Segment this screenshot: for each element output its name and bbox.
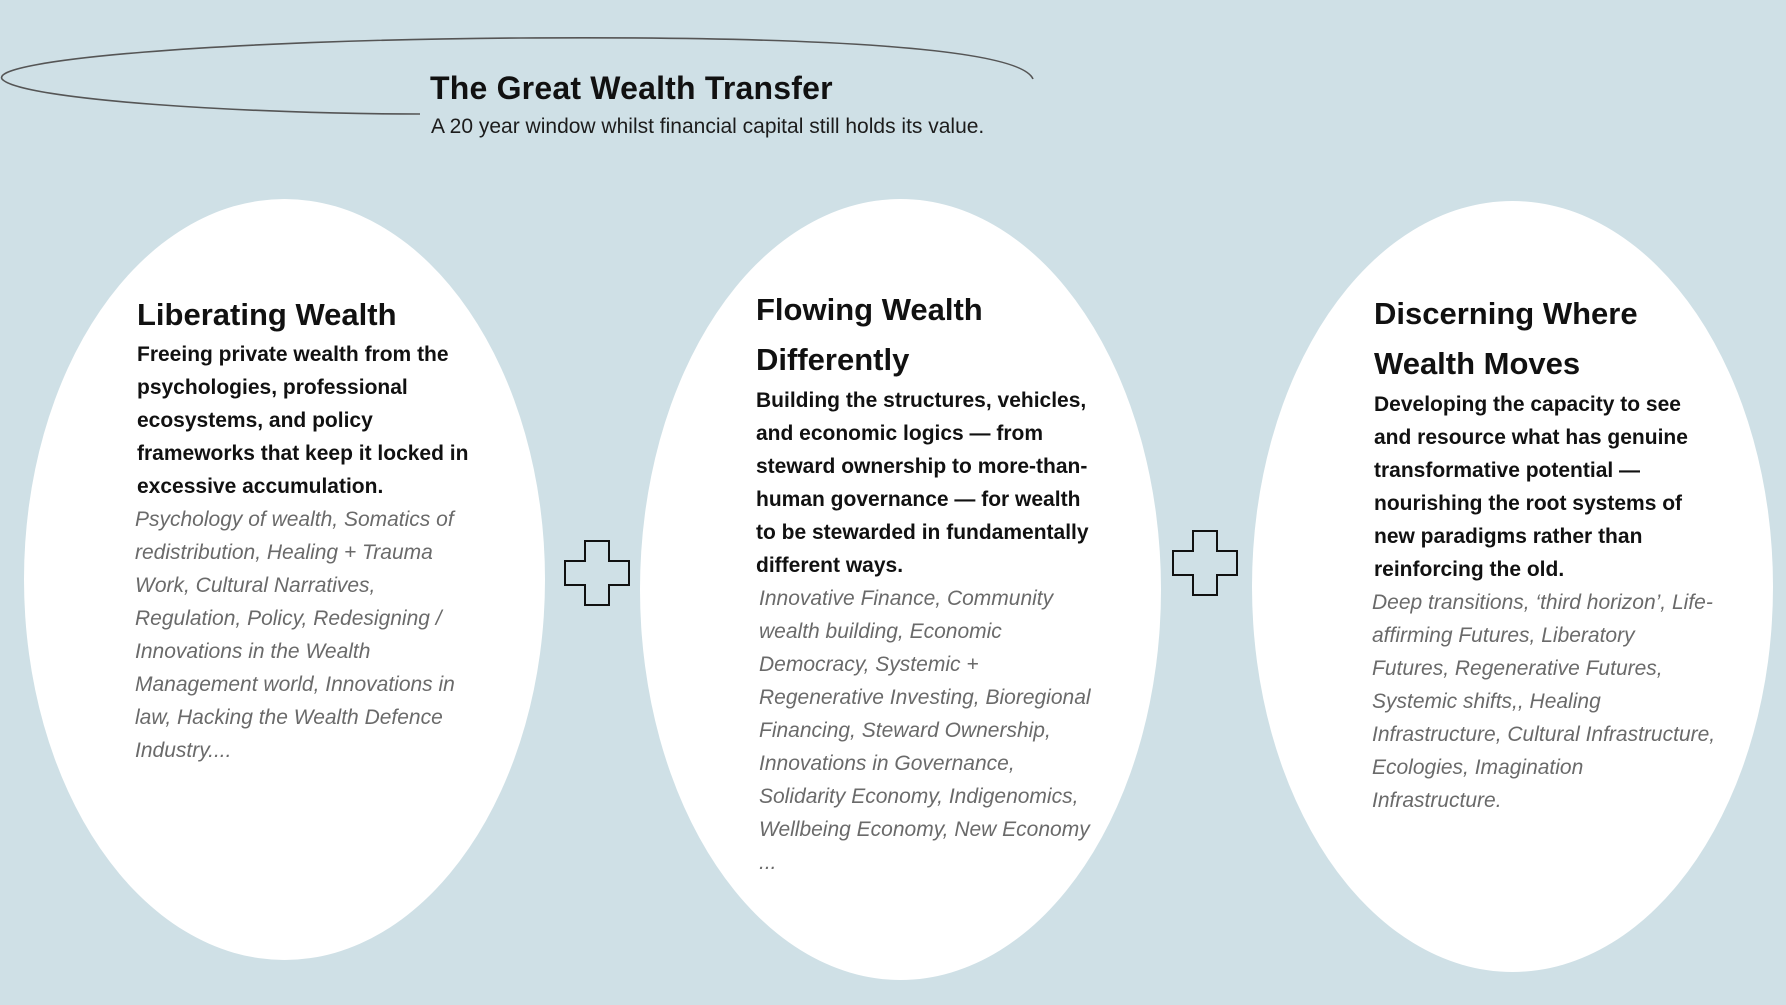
pillar-topics: Deep transitions, ‘third horizon’, Life-affirming Futures, Liberatory Futures, Regenerative Futures, Systemic shifts,, Healing Infrastructure, Cultural Infrastructure, Ecologies, Imagination Infrastructure. bbox=[1372, 591, 1716, 813]
pillar-title: Liberating Wealth bbox=[137, 297, 397, 332]
plus-icon bbox=[1170, 528, 1240, 598]
pillar-liberating-wealth bbox=[137, 290, 477, 767]
pillar-description: Freeing private wealth from the psychologies, professional ecosystems, and policy frameworks that keep it locked in excessive accumulation. bbox=[137, 342, 469, 498]
pillar-description: Building the structures, vehicles, and economic logics — from steward ownership to more-than-human governance — for wealth to be stewarded in fundamentally different ways. bbox=[756, 389, 1089, 578]
page-title: The Great Wealth Transfer bbox=[430, 70, 833, 106]
pillar-topics: Psychology of wealth, Somatics of redistribution, Healing + Trauma Work, Cultural Narratives, Regulation, Policy, Redesigning / Innovations in the Wealth Management world, Innovations in law, Hacking the Wealth Defence Industry.... bbox=[135, 507, 455, 762]
pillar-title: Flowing Wealth Differently bbox=[756, 292, 983, 377]
plus-icon bbox=[562, 538, 632, 608]
pillar-discerning-wealth bbox=[1374, 289, 1714, 817]
pillar-topics: Innovative Finance, Community wealth building, Economic Democracy, Systemic + Regenerative Investing, Bioregional Financing, Steward Ownership, Innovations in Governance, Solidarity Economy, Indigenomics, Wellbeing Economy, New Economy ... bbox=[759, 587, 1091, 875]
pillar-flowing-wealth bbox=[756, 285, 1101, 879]
pillar-title: Discerning Where Wealth Moves bbox=[1374, 296, 1638, 381]
pillar-description: Developing the capacity to see and resource what has genuine transformative potential — nourishing the root systems of new paradigms rather than reinforcing the old. bbox=[1374, 393, 1688, 582]
page-subtitle: A 20 year window whilst financial capital still holds its value. bbox=[431, 115, 985, 138]
